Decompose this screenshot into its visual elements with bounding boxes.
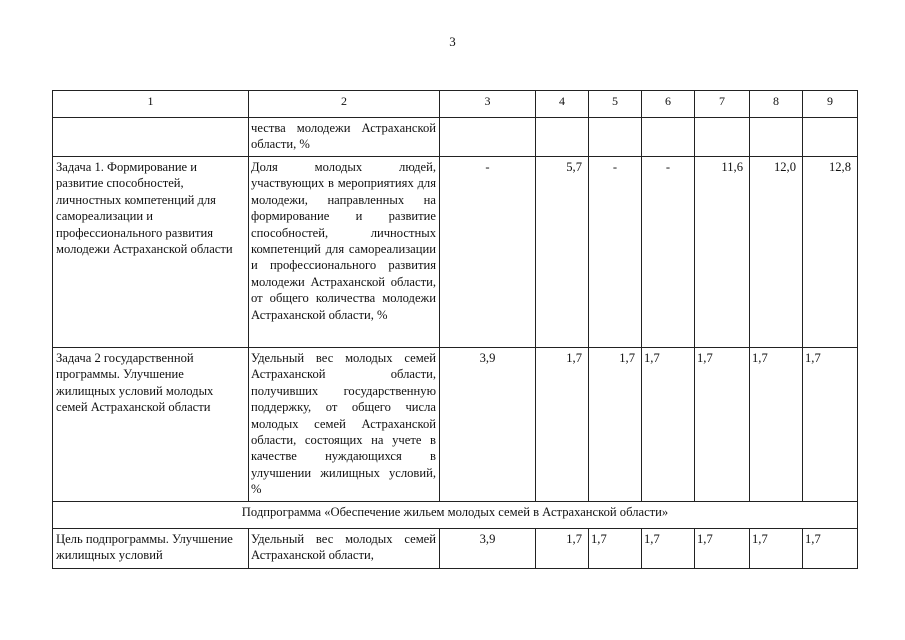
value-cell: 1,7 <box>750 348 803 502</box>
value-cell: 1,7 <box>803 529 858 569</box>
value-cell: - <box>440 157 536 348</box>
header-cell: 5 <box>589 91 642 118</box>
value-cell: 3,9 <box>440 529 536 569</box>
value-cell <box>440 118 536 157</box>
value-cell: 12,8 <box>803 157 858 348</box>
value-cell: 1,7 <box>695 348 750 502</box>
table-row <box>53 529 858 569</box>
indicator-cell: Удельный вес молодых семей Астраханской области, <box>249 529 440 569</box>
header-cell: 1 <box>53 91 249 118</box>
subprogram-row <box>53 502 858 529</box>
value-cell: 1,7 <box>536 348 589 502</box>
value-cell: 12,0 <box>750 157 803 348</box>
header-cell: 2 <box>249 91 440 118</box>
header-cell: 6 <box>642 91 695 118</box>
value-cell: - <box>589 157 642 348</box>
indicators-table <box>52 90 858 569</box>
indicator-cell: Доля молодых людей, участвующих в мероприятиях для молодежи, направленных на формирование и развитие способностей, личностных компетенций для самореализации и профессионального развития молодежи Астраханской области, от общего количества молодежи Астраханской области, % <box>249 157 440 348</box>
table-row <box>53 348 858 502</box>
value-cell <box>589 118 642 157</box>
header-cell: 7 <box>695 91 750 118</box>
value-cell <box>695 118 750 157</box>
value-cell: 11,6 <box>695 157 750 348</box>
header-cell: 9 <box>803 91 858 118</box>
table-row <box>53 157 858 348</box>
value-cell: 1,7 <box>642 529 695 569</box>
header-cell: 4 <box>536 91 589 118</box>
value-cell: 1,7 <box>589 529 642 569</box>
header-cell: 3 <box>440 91 536 118</box>
table-header-row <box>53 91 858 118</box>
value-cell: 1,7 <box>536 529 589 569</box>
task-cell: Задача 2 государственной программы. Улучшение жилищных условий молодых семей Астраханской области <box>53 348 249 502</box>
value-cell: 3,9 <box>440 348 536 502</box>
table-row <box>53 118 858 157</box>
page-number: 3 <box>449 34 456 49</box>
header-cell: 8 <box>750 91 803 118</box>
task-cell: Цель подпрограммы. Улучшение жилищных условий <box>53 529 249 569</box>
indicator-cell: Удельный вес молодых семей Астраханской области, получивших государственную поддержку, от общего числа молодых семей Астраханской области, состоящих на учете в качестве нуждающихся в улучшении жилищных условий, % <box>249 348 440 502</box>
value-cell <box>642 118 695 157</box>
value-cell: 1,7 <box>642 348 695 502</box>
subprogram-title: Подпрограмма «Обеспечение жильем молодых семей в Астраханской области» <box>53 502 858 529</box>
value-cell: 1,7 <box>589 348 642 502</box>
task-cell: Задача 1. Формирование и развитие способностей, личностных компетенций для самореализации и профессионального развития молодежи Астраханской области <box>53 157 249 348</box>
value-cell: 1,7 <box>803 348 858 502</box>
value-cell <box>803 118 858 157</box>
value-cell <box>750 118 803 157</box>
value-cell: - <box>642 157 695 348</box>
value-cell: 1,7 <box>695 529 750 569</box>
value-cell: 1,7 <box>750 529 803 569</box>
value-cell <box>536 118 589 157</box>
value-cell: 5,7 <box>536 157 589 348</box>
indicator-cell: чества молодежи Астраханской области, % <box>249 118 440 157</box>
task-cell <box>53 118 249 157</box>
